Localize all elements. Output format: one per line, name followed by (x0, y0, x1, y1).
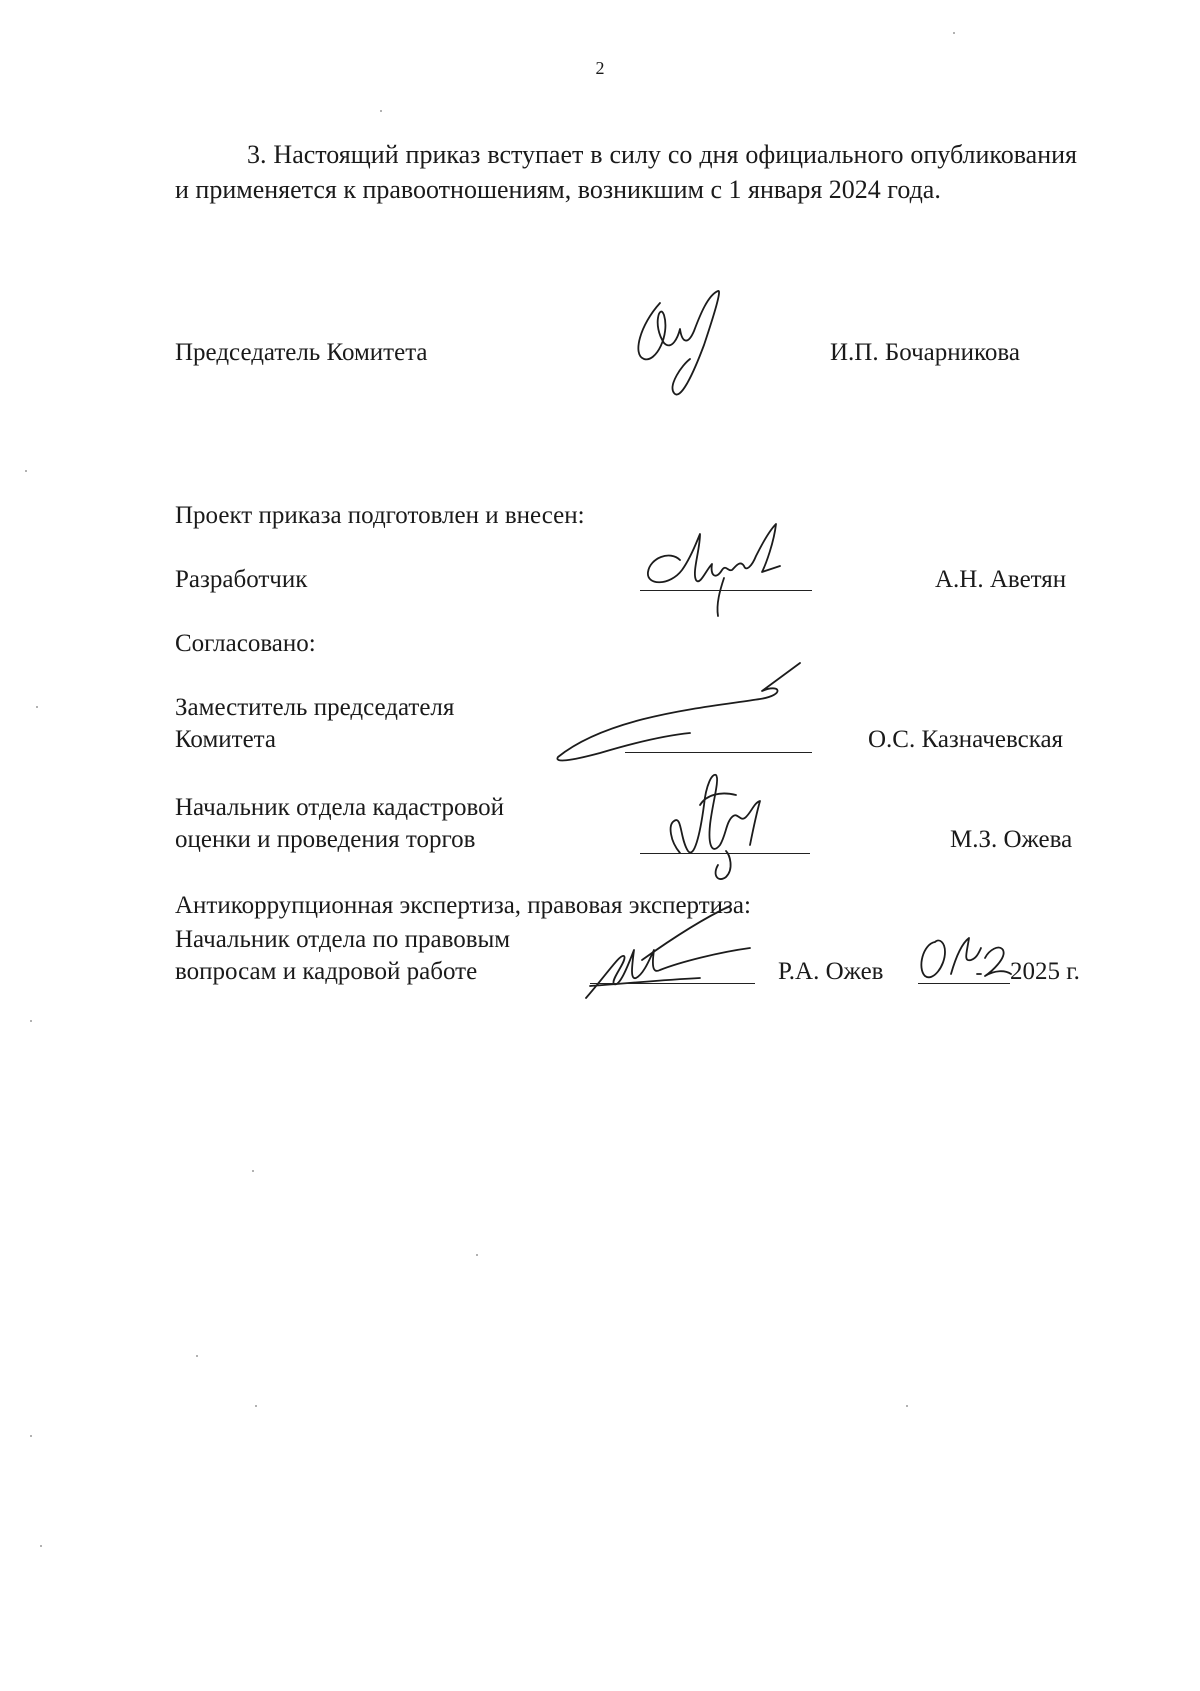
scan-speck (255, 1405, 257, 1407)
scan-speck (953, 32, 955, 34)
project-note: Проект приказа подготовлен и внесен: (175, 502, 585, 529)
cadastral-head-signature (660, 765, 790, 885)
developer-signature (640, 520, 810, 620)
scan-speck (476, 1254, 478, 1256)
legal-head-signature-line (590, 983, 755, 984)
scan-speck (25, 470, 27, 472)
legal-head-date-line (918, 983, 1010, 984)
chairman-name: И.П. Бочарникова (830, 339, 1020, 366)
cadastral-head-title-line1: Начальник отдела кадастровой (175, 794, 504, 821)
cadastral-head-name: М.З. Ожева (950, 826, 1073, 853)
deputy-title-line1: Заместитель председателя (175, 694, 455, 721)
legal-head-signature (580, 900, 760, 1010)
developer-name: А.Н. Аветян (935, 566, 1067, 593)
legal-head-handwritten-date (915, 930, 1015, 990)
cadastral-head-title-line2: оценки и проведения торгов (175, 826, 476, 853)
deputy-signature (550, 655, 810, 765)
paragraph-3: 3. Настоящий приказ вступает в силу со дня официального опубликования и применяется к правоотношениям, возникшим с 1 января 2024 года. (175, 140, 1077, 204)
legal-head-title-line2: вопросам и кадровой работе (175, 958, 478, 985)
legal-head-title-line1: Начальник отдела по правовым (175, 926, 511, 953)
developer-signature-line (640, 590, 812, 591)
chairman-signature (630, 285, 750, 415)
cadastral-head-signature-line (640, 853, 810, 854)
scan-speck (196, 1355, 198, 1357)
deputy-signature-line (625, 752, 812, 753)
legal-head-name: Р.А. Ожев (778, 958, 884, 985)
chairman-title: Председатель Комитета (175, 339, 428, 366)
legal-head-date-suffix: 2025 г. (1010, 958, 1080, 985)
scan-speck (380, 110, 382, 112)
scan-speck (252, 1170, 254, 1172)
agreed-label: Согласовано: (175, 630, 316, 657)
deputy-name: О.С. Казначевская (868, 726, 1064, 753)
scan-speck (30, 1435, 32, 1437)
scan-speck (30, 1020, 32, 1022)
scan-speck (906, 1405, 908, 1407)
developer-title: Разработчик (175, 566, 308, 593)
expertise-label: Антикоррупционная экспертиза, правовая экспертиза: (175, 892, 751, 919)
page-number: 2 (595, 58, 605, 78)
scan-speck (36, 706, 38, 708)
deputy-title-line2: Комитета (175, 726, 277, 753)
scan-speck (40, 1545, 42, 1547)
